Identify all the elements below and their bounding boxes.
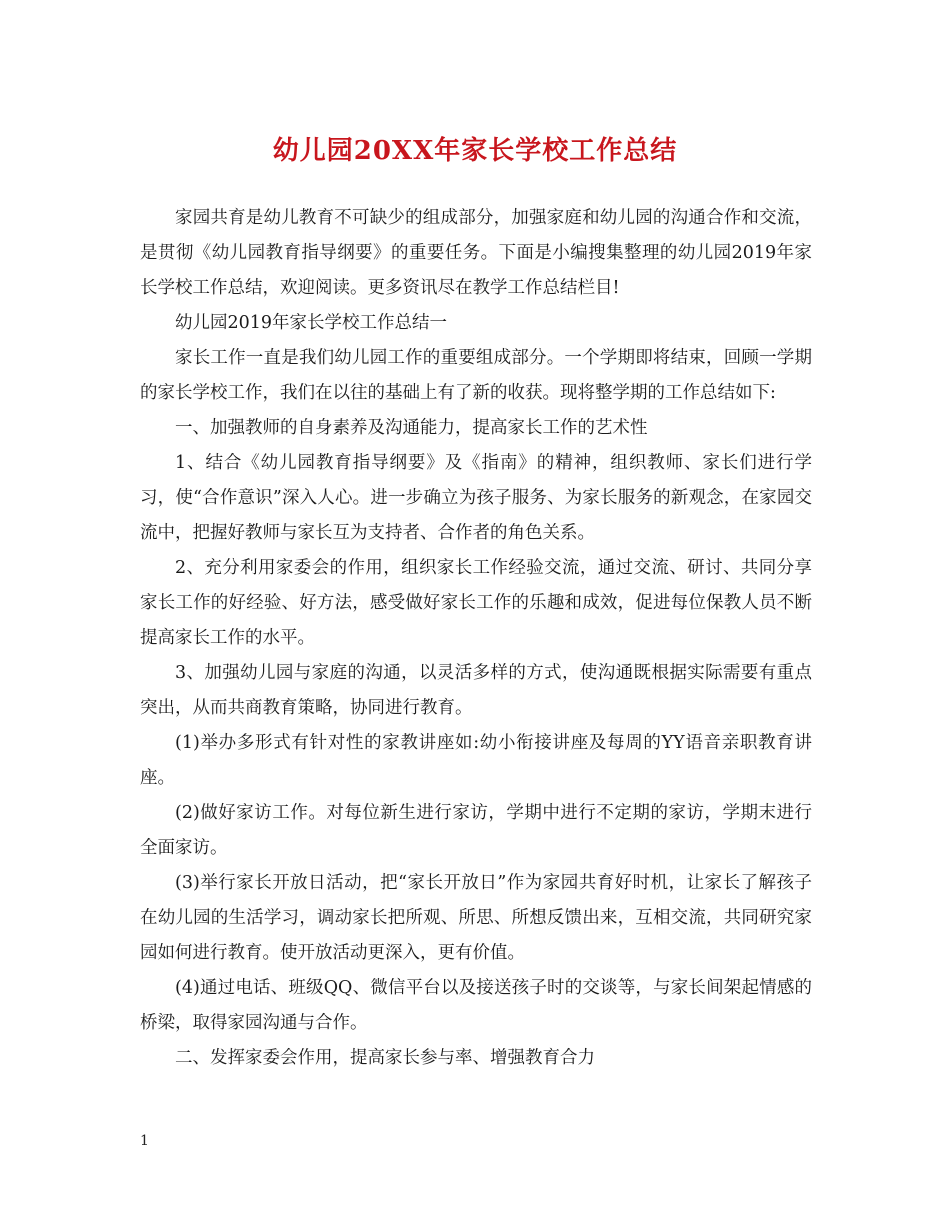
document-body (140, 201, 812, 1076)
paragraph-subitem-4: (4)通过电话、班级QQ、微信平台以及接送孩子时的交谈等，与家长间架起情感的桥梁，取得家园沟通与合作。 (140, 978, 812, 1033)
paragraph-item-1: 1、结合《幼儿园教育指导纲要》及《指南》的精神，组织教师、家长们进行学习，使“合作意识”深入人心。进一步确立为孩子服务、为家长服务的新观念，在家园交流中，把握好教师与家长互为支持者、合作者的角色关系。 (140, 453, 812, 543)
paragraph-subitem-1: (1)举办多形式有针对性的家教讲座如:幼小衔接讲座及每周的YY语音亲职教育讲座。 (140, 733, 812, 788)
page-number: 1 (140, 1133, 149, 1149)
paragraph-subitem-3: (3)举行家长开放日活动，把“家长开放日”作为家园共育好时机，让家长了解孩子在幼儿园的生活学习，调动家长把所观、所思、所想反馈出来，互相交流，共同研究家园如何进行教育。使开放活动更深入，更有价值。 (140, 873, 812, 963)
paragraph-overview: 家长工作一直是我们幼儿园工作的重要组成部分。一个学期即将结束，回顾一学期的家长学校工作，我们在以往的基础上有了新的收获。现将整学期的工作总结如下: (140, 348, 812, 403)
section-heading-2: 二、发挥家委会作用，提高家长参与率、增强教育合力 (175, 1048, 595, 1068)
paragraph-subtitle: 幼儿园2019年家长学校工作总结一 (175, 313, 448, 333)
section-heading-1: 一、加强教师的自身素养及沟通能力，提高家长工作的艺术性 (175, 418, 648, 438)
paragraph-item-2: 2、充分利用家委会的作用，组织家长工作经验交流，通过交流、研讨、共同分享家长工作的好经验、好方法，感受做好家长工作的乐趣和成效，促进每位保教人员不断提高家长工作的水平。 (140, 558, 812, 648)
paragraph-item-3: 3、加强幼儿园与家庭的沟通，以灵活多样的方式，使沟通既根据实际需要有重点突出，从而共商教育策略，协同进行教育。 (140, 663, 812, 718)
document-title: 幼儿园20XX年家长学校工作总结 (272, 136, 678, 166)
paragraph-intro: 家园共育是幼儿教育不可缺少的组成部分，加强家庭和幼儿园的沟通合作和交流，是贯彻《幼儿园教育指导纲要》的重要任务。下面是小编搜集整理的幼儿园2019年家长学校工作总结，欢迎阅读。更多资讯尽在教学工作总结栏目! (140, 208, 812, 298)
paragraph-subitem-2: (2)做好家访工作。对每位新生进行家访，学期中进行不定期的家访，学期末进行全面家访。 (140, 803, 812, 858)
